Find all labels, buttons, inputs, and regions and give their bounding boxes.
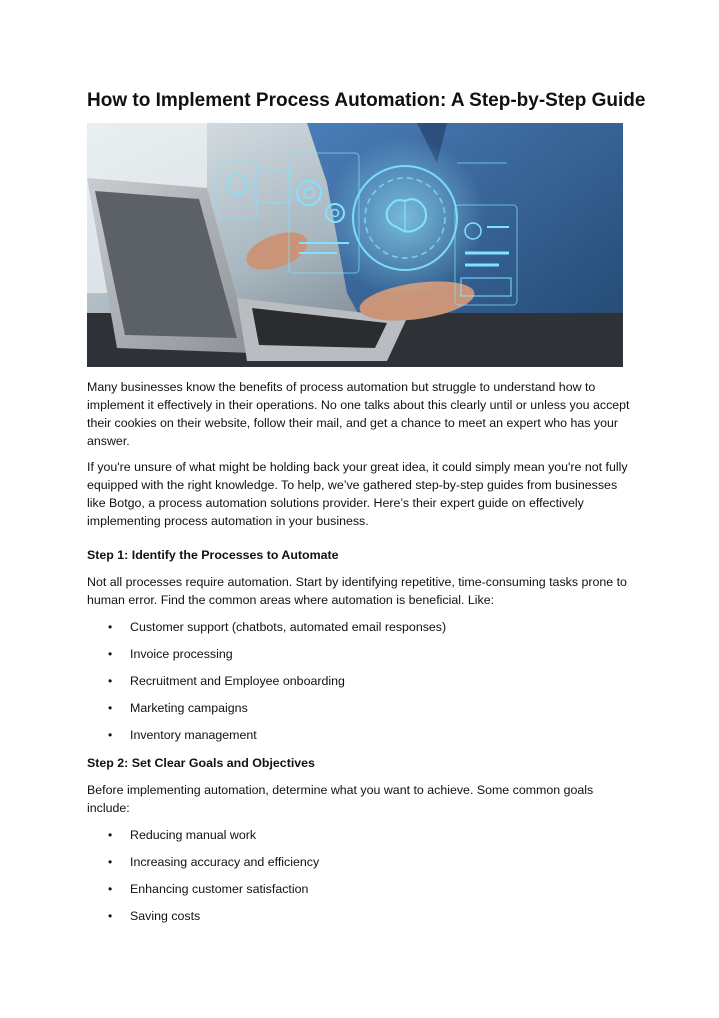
- bullet-icon: •: [108, 674, 113, 688]
- bullet-icon: •: [108, 909, 113, 923]
- intro-paragraph: Many businesses know the benefits of process automation but struggle to understand how to implement it effectively in their operations. No one talks about this clearly until or unless you accept their cookies on their website, follow their mail, and get a chance to meet an expert who has your answer.: [87, 380, 630, 448]
- article-title: How to Implement Process Automation: A Step-by-Step Guide: [87, 90, 646, 111]
- list-item-label: Increasing accuracy and efficiency: [130, 855, 320, 869]
- list-item-label: Reducing manual work: [130, 828, 257, 842]
- step-heading: Step 2: Set Clear Goals and Objectives: [87, 756, 315, 770]
- hero-image: [87, 123, 623, 367]
- bullet-icon: •: [108, 620, 113, 634]
- list-item-label: Inventory management: [130, 728, 257, 742]
- list-item: [0, 880, 600, 907]
- list-item: [0, 853, 600, 880]
- bullet-icon: •: [108, 855, 113, 869]
- list-item-label: Marketing campaigns: [130, 701, 248, 715]
- step-text: Not all processes require automation. Start by identifying repetitive, time-consuming tasks prone to human error. Find the common areas where automation is beneficial. Like:: [87, 575, 627, 607]
- bullet-icon: •: [108, 647, 113, 661]
- list-item: [0, 826, 600, 853]
- intro-paragraph: If you're unsure of what might be holding back your great idea, it could simply mean you're not fully equipped with the right knowledge. To help, we’ve gathered step-by-step guides from businesses like Botgo, a process automation solutions provider. Here’s their expert guide on effectively implementing process automation in your business.: [87, 460, 628, 528]
- bullet-icon: •: [108, 882, 113, 896]
- bullet-list: [0, 826, 600, 934]
- bullet-list: [0, 618, 600, 753]
- list-item-label: Invoice processing: [130, 647, 233, 661]
- list-item: [0, 645, 600, 672]
- list-item: [0, 699, 600, 726]
- hero-illustration: [87, 123, 623, 367]
- list-item-label: Saving costs: [130, 909, 201, 923]
- step-heading: Step 1: Identify the Processes to Automate: [87, 548, 339, 562]
- list-item-label: Customer support (chatbots, automated email responses): [130, 620, 447, 634]
- bullet-icon: •: [108, 728, 113, 742]
- list-item: [0, 726, 600, 753]
- bullet-icon: •: [108, 828, 113, 842]
- list-item: [0, 907, 600, 934]
- list-item-label: Enhancing customer satisfaction: [130, 882, 309, 896]
- step-text: Before implementing automation, determine what you want to achieve. Some common goals include:: [87, 783, 594, 815]
- bullet-icon: •: [108, 701, 113, 715]
- list-item: [0, 618, 600, 645]
- list-item: [0, 672, 600, 699]
- list-item-label: Recruitment and Employee onboarding: [130, 674, 345, 688]
